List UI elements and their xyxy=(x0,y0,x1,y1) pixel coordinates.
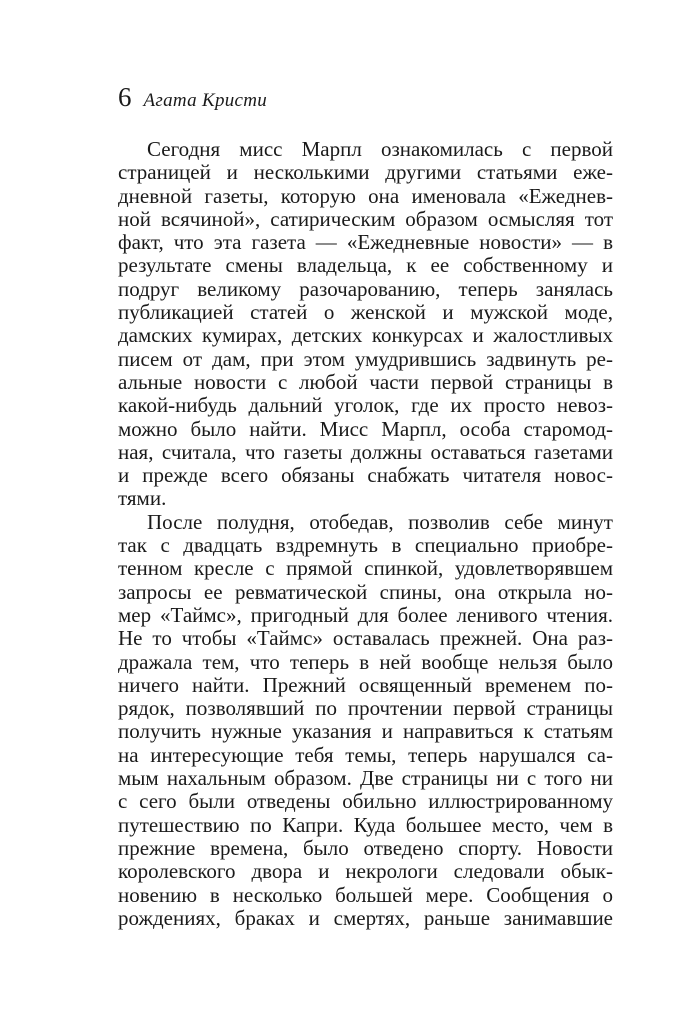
paragraph xyxy=(118,138,613,511)
text-line: королевского двора и некрологи следовали обык- xyxy=(118,860,613,884)
body-text xyxy=(118,138,613,930)
text-line: рядок, позволявший по прочтении первой страницы xyxy=(118,697,613,721)
text-line: ная, считала, что газеты должны оставаться газетами xyxy=(118,440,613,464)
text-line: Сегодня мисс Марпл ознакомилась с первой xyxy=(147,138,613,161)
text-line: рождениях, браках и смертях, раньше занимавшие xyxy=(118,906,613,930)
text-line: тями. xyxy=(118,487,167,511)
text-line: и прежде всего обязаны снабжать читателя новос- xyxy=(118,464,613,488)
text-line: запросы ее ревматической спины, она открыла но- xyxy=(118,580,613,604)
text-line: мым нахальным образом. Две страницы ни с того ни xyxy=(118,767,613,791)
text-line: результате смены владельца, к ее собственному и xyxy=(118,254,613,278)
text-line: писем от дам, при этом умудрившись задвинуть ре- xyxy=(118,347,613,371)
text-line: так с двадцать вздремнуть в специально приобре- xyxy=(118,534,613,558)
text-line: можно было найти. Мисс Марпл, особа старомод- xyxy=(118,417,613,441)
text-line: мер «Таймс», пригодный для более ленивого чтения. xyxy=(118,603,613,627)
text-line: альные новости с любой части первой страницы в xyxy=(118,370,613,394)
text-line: страницей и несколькими другими статьями еже- xyxy=(118,161,613,185)
text-line: ной всячиной», сатирическим образом осмысляя тот xyxy=(118,207,613,231)
running-title: Агата Кристи xyxy=(143,90,268,111)
text-line: с сего были отведены обильно иллюстрированному xyxy=(118,790,613,814)
text-line: тенном кресле с прямой спинкой, удовлетворявшем xyxy=(118,557,613,581)
text-line: новению в несколько большей мере. Сообщения о xyxy=(118,883,613,907)
text-line: прежние времена, было отведено спорту. Новости xyxy=(118,836,613,860)
page-number: 6 xyxy=(118,82,132,112)
text-line: дамских кумирах, детских конкурсах и жалостливых xyxy=(118,324,613,348)
text-line: на интересующие тебя темы, теперь нарушался са- xyxy=(118,743,613,767)
text-line: публикацией статей о женской и мужской моде, xyxy=(118,301,613,325)
text-line: ничего найти. Прежний освященный временем по- xyxy=(118,673,613,697)
text-line: дневной газеты, которую она именовала «Ежеднев- xyxy=(118,184,613,208)
text-line: факт, что эта газета — «Ежедневные новости» — в xyxy=(118,231,613,255)
text-line: Не то чтобы «Таймс» оставалась прежней. Она раз- xyxy=(118,627,613,651)
text-line: путешествию по Капри. Куда большее место, чем в xyxy=(118,813,613,837)
paragraph xyxy=(118,511,613,930)
page-header xyxy=(118,84,267,112)
text-line: дражала тем, что теперь в ней вообще нельзя было xyxy=(118,650,613,674)
text-line: подруг великому разочарованию, теперь занялась xyxy=(118,277,613,301)
text-line: получить нужные указания и направиться к статьям xyxy=(118,720,613,744)
text-line: какой-нибудь дальний уголок, где их просто невоз- xyxy=(118,394,613,418)
text-line: После полудня, отобедав, позволив себе минут xyxy=(147,510,613,534)
